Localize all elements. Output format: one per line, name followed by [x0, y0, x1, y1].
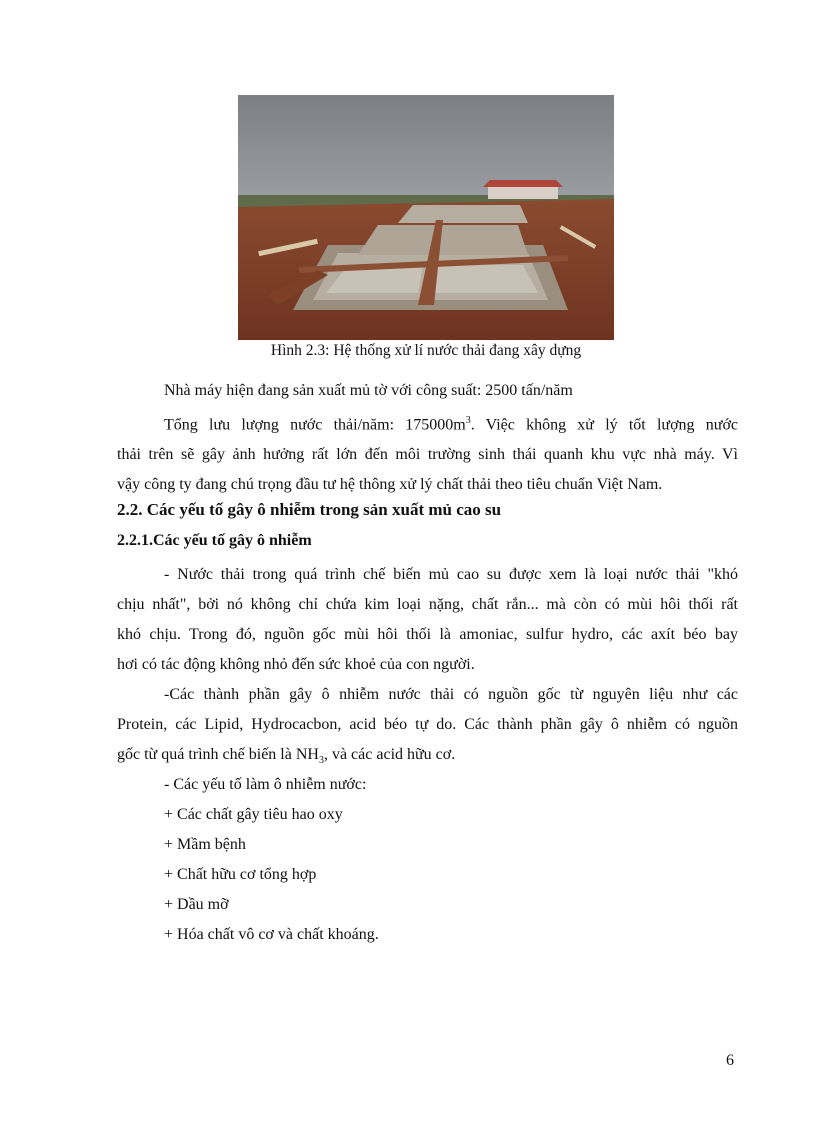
text-fragment: gốc từ quá trình chế biến là NH [117, 746, 319, 763]
list-item: + Hóa chất vô cơ và chất khoáng. [164, 926, 379, 943]
text-line: Nhà máy hiện đang sản xuất mủ tờ với công suất: 2500 tấn/năm [164, 382, 573, 399]
list-item: + Chất hữu cơ tổng hợp [164, 866, 317, 883]
paragraph-odor [117, 560, 738, 680]
text-line: -Các thành phần gây ô nhiễm nước thải có nguồn gốc từ nguyên liệu như các [164, 686, 738, 703]
text-line [117, 406, 738, 440]
text-fragment: . Việc không xử lý tốt lượng nước [470, 416, 739, 434]
text-line: chịu nhất", bởi nó không chỉ chứa kim loại nặng, chất rắn... mà còn có mùi hôi thối rất [117, 596, 738, 613]
list-intro: - Các yếu tố làm ô nhiễm nước: [164, 776, 367, 793]
figure-caption: Hình 2.3: Hệ thống xử lí nước thải đang xây dựng [270, 342, 582, 359]
text-fragment: , và các acid hữu cơ. [323, 746, 456, 763]
list-item: + Mầm bệnh [164, 836, 246, 853]
pollutant-list [164, 770, 379, 950]
subscript: 3 [318, 755, 324, 767]
text-line: vậy công ty đang chú trọng đầu tư hệ thông xử lý chất thải theo tiêu chuẩn Việt Nam. [117, 476, 663, 494]
text-line: thải trên sẽ gây ảnh hưởng rất lớn đến môi trường sinh thái quanh khu vực nhà máy. Vì [117, 446, 738, 464]
superscript: 3 [465, 415, 471, 426]
text-line: - Nước thải trong quá trình chế biến mủ cao su được xem là loại nước thải "khó [164, 566, 738, 583]
text-line: hơi có tác động không nhỏ đến sức khoẻ của con người. [117, 656, 475, 673]
text-line: Protein, các Lipid, Hydrocacbon, acid béo tự do. Các thành phần gây ô nhiễm có nguồn [117, 716, 738, 733]
page-number: 6 [726, 1052, 734, 1069]
list-item: + Các chất gây tiêu hao oxy [164, 806, 343, 823]
paragraph-components [117, 680, 738, 776]
subsection-heading: 2.2.1.Các yếu tố gây ô nhiễm [117, 532, 312, 549]
paragraph-wastewater-volume [117, 406, 738, 500]
section-heading: 2.2. Các yếu tố gây ô nhiễm trong sản xuất mủ cao su [117, 500, 502, 519]
paragraph-production [117, 376, 738, 406]
text-fragment: Tổng lưu lượng nước thải/năm: 175000m [164, 416, 466, 434]
text-line: khó chịu. Trong đó, nguồn gốc mùi hôi thối là amoniac, sulfur hydro, các axít béo bay [117, 626, 738, 643]
list-item: + Dầu mỡ [164, 896, 229, 913]
wastewater-system-photo [238, 95, 614, 340]
